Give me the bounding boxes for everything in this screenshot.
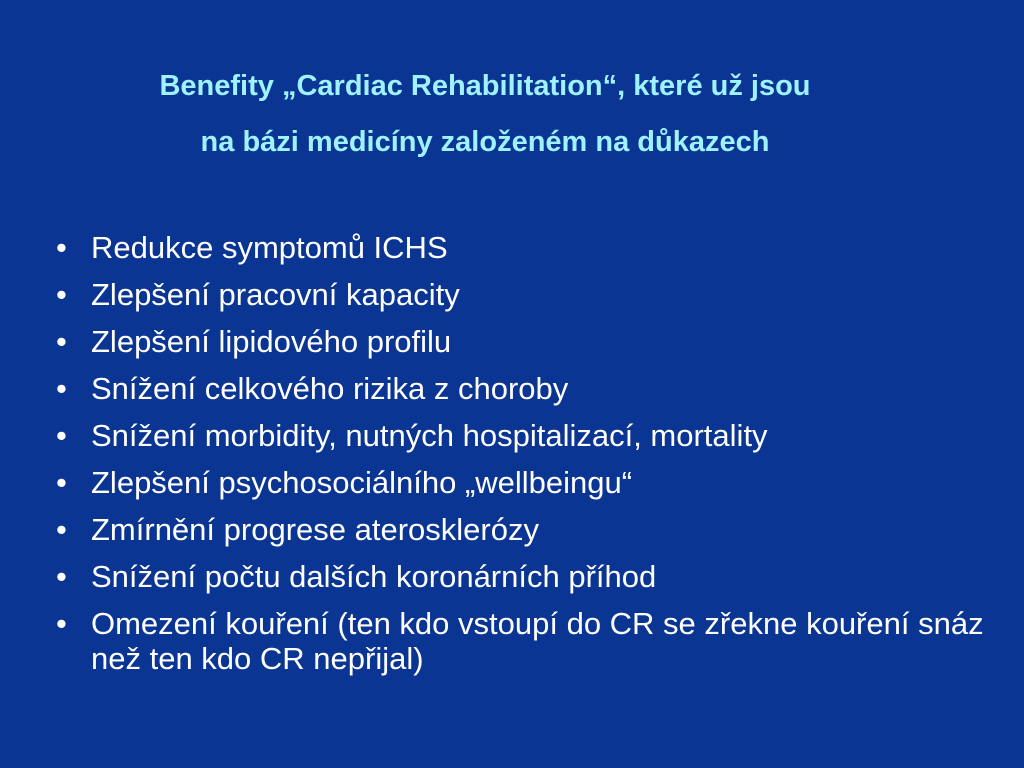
bullet-icon: • <box>56 324 67 359</box>
bullet-icon: • <box>56 559 67 594</box>
slide-title-line-2: na bázi medicíny založeném na důkazech <box>200 126 770 158</box>
bullet-text: Snížení počtu dalších koronárních příhod <box>91 559 657 594</box>
bullet-text: Zmírnění progrese aterosklerózy <box>91 512 539 547</box>
bullet-icon: • <box>56 418 67 453</box>
bullet-item-2 <box>56 277 986 312</box>
bullet-icon: • <box>56 512 67 547</box>
bullet-icon: • <box>56 230 67 265</box>
bullet-item-3 <box>56 324 986 359</box>
bullet-item-7 <box>56 512 986 547</box>
bullet-item-1 <box>56 230 986 265</box>
slide-title <box>0 58 970 170</box>
bullet-item-5 <box>56 418 986 453</box>
bullet-item-4 <box>56 371 986 406</box>
bullet-text: Zlepšení lipidového profilu <box>91 324 452 359</box>
bullet-list <box>56 230 986 676</box>
bullet-icon: • <box>56 371 67 406</box>
bullet-icon: • <box>56 465 67 500</box>
bullet-text: Snížení morbidity, nutných hospitalizací, mortality <box>91 418 768 453</box>
bullet-icon: • <box>56 606 67 641</box>
bullet-text: Zlepšení psychosociálního „wellbeingu“ <box>91 465 633 500</box>
bullet-item-9 <box>56 606 986 676</box>
bullet-icon: • <box>56 277 67 312</box>
bullet-text: Redukce symptomů ICHS <box>91 230 448 265</box>
bullet-item-6 <box>56 465 986 500</box>
bullet-item-8 <box>56 559 986 594</box>
bullet-text: Snížení celkového rizika z choroby <box>91 371 569 406</box>
bullet-text: Zlepšení pracovní kapacity <box>91 277 460 312</box>
bullet-text: Omezení kouření (ten kdo vstoupí do CR se zřekne kouření snáz než ten kdo CR nepřijal) <box>91 606 984 676</box>
slide-title-line-1: Benefity „Cardiac Rehabilitation“, které už jsou <box>159 70 811 102</box>
